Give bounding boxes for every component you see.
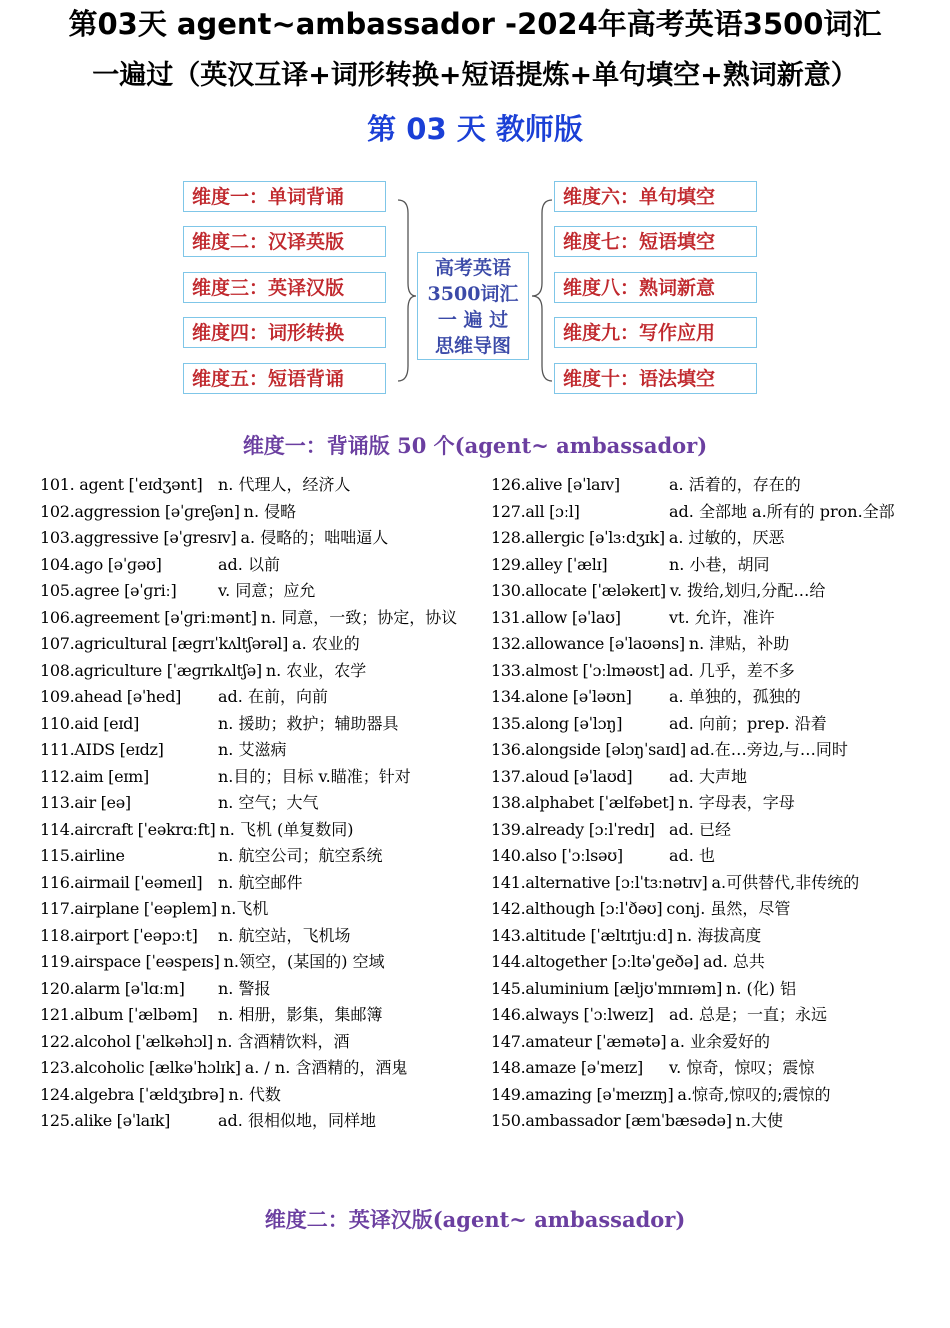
vocab-entry [491, 1002, 950, 1029]
vocab-definition: ad. 总共 [702, 952, 765, 971]
vocab-word: 112.aim [eɪm] [40, 766, 149, 786]
vocab-definition: ad. 向前；prep. 沿着 [669, 713, 827, 733]
mindmap-center-line: 3500词汇 [427, 283, 519, 305]
vocab-entry [40, 525, 500, 552]
vocab-word: 143.altitude [ˈæltɪtjuːd] [491, 925, 673, 945]
vocab-word: 132.allowance [əˈlaʊəns] [491, 634, 685, 653]
vocab-entry [40, 578, 500, 605]
vocab-entry [40, 684, 500, 711]
vocab-entry [40, 1029, 500, 1056]
vocab-word: 109.ahead [əˈhed] [40, 687, 182, 706]
vocab-definition: v. 拨给,划归,分配…给 [669, 581, 826, 600]
vocab-definition: n.飞机 [220, 899, 269, 918]
section-heading-translation: 维度二：英译汉版(agent~ ambassador) [264, 1207, 686, 1232]
vocab-list-right [491, 472, 950, 1135]
mindmap-right-item-2: 维度七：短语填空 [554, 226, 757, 257]
vocab-definition: n. 飞机 (单复数同) [219, 819, 354, 839]
vocab-word: 126.alive [əˈlaɪv] [491, 475, 620, 494]
vocab-word: 104.ago [əˈɡəʊ] [40, 554, 162, 574]
mindmap-right-item-5: 维度十：语法填空 [554, 363, 757, 394]
vocab-definition: ad. 总是；一直；永远 [669, 1005, 827, 1024]
vocab-entry [40, 923, 500, 950]
vocab-entry [40, 870, 500, 897]
vocab-entry [40, 1002, 500, 1029]
vocab-definition: n. 含酒精饮料，酒 [217, 1031, 350, 1051]
vocab-word: 144.altogether [ɔːltəˈɡeðə] [491, 952, 699, 971]
vocab-definition: ad. 在前，向前 [218, 687, 328, 706]
vocab-word: 113.air [eə] [40, 793, 131, 812]
vocab-word: 106.agreement [əˈɡriːmənt] [40, 607, 257, 627]
vocab-definition: n. 警报 [218, 978, 271, 998]
vocab-word: 137.aloud [əˈlaʊd] [491, 766, 633, 786]
vocab-definition: n. 农业，农学 [265, 660, 367, 680]
mindmap-left-item-3: 维度三：英译汉版 [183, 272, 386, 303]
vocab-entry [491, 472, 950, 499]
vocab-entry [491, 658, 950, 685]
vocab-definition: n. 小巷，胡同 [669, 554, 770, 574]
vocab-definition: ad. 很相似地，同样地 [218, 1111, 376, 1130]
vocab-definition: ad. 已经 [669, 819, 731, 839]
vocab-definition: ad. 大声地 [669, 766, 747, 786]
vocab-definition: n. 航空邮件 [218, 872, 303, 892]
vocab-definition: a. 单独的，孤独的 [669, 687, 801, 706]
vocab-entry [40, 499, 500, 526]
mindmap-left-item-4: 维度四：词形转换 [183, 317, 386, 348]
mindmap-right-item-3: 维度八：熟词新意 [554, 272, 757, 303]
vocab-entry [491, 1055, 950, 1082]
vocab-definition: n.目的；目标 v.瞄准；针对 [218, 766, 411, 786]
vocab-word: 150.ambassador [æmˈbæsədə] [491, 1111, 732, 1130]
vocab-word: 118.airport [ˈeəpɔːt] [40, 925, 198, 945]
vocab-word: 111.AIDS [eɪdz] [40, 740, 164, 759]
vocab-definition: n. 代数 [228, 1084, 281, 1104]
mindmap-left-item-1: 维度一：单词背诵 [183, 181, 386, 212]
mindmap-left-item-2: 维度二：汉译英版 [183, 226, 386, 257]
vocab-entry [491, 525, 950, 552]
vocab-definition: n. (化) 铝 [726, 978, 797, 998]
vocab-word: 134.alone [əˈləʊn] [491, 687, 632, 706]
mind-map [180, 178, 770, 403]
vocab-entry [491, 764, 950, 791]
vocab-definition: ad. 全部地 a.所有的 pron.全部 [669, 501, 895, 521]
vocab-word: 127.all [ɔːl] [491, 501, 580, 521]
vocab-entry [491, 790, 950, 817]
vocab-word: 107.agricultural [æɡrɪˈkʌltʃərəl] [40, 634, 289, 653]
vocab-entry [491, 552, 950, 579]
vocab-definition: ad.在…旁边,与…同时 [689, 740, 848, 759]
vocab-entry [40, 631, 500, 658]
vocab-word: 117.airplane [ˈeəplem] [40, 899, 217, 918]
vocab-definition: a. 活着的，存在的 [669, 475, 801, 494]
vocab-word: 131.allow [əˈlaʊ] [491, 607, 621, 627]
vocab-entry [40, 1082, 500, 1109]
vocab-word: 120.alarm [əˈlɑːm] [40, 978, 185, 998]
vocab-word: 108.agriculture [ˈæɡrɪkʌltʃə] [40, 660, 262, 680]
vocab-word: 133.almost [ˈɔːlməʊst] [491, 660, 665, 680]
vocab-entry [40, 843, 500, 870]
vocab-entry [40, 658, 500, 685]
vocab-entry [491, 896, 950, 923]
vocab-word: 115.airline [40, 846, 125, 865]
vocab-word: 136.alongside [əlɔŋˈsaɪd] [491, 740, 686, 759]
vocab-entry [40, 711, 500, 738]
vocab-entry [491, 870, 950, 897]
vocab-word: 121.album [ˈælbəm] [40, 1005, 198, 1024]
vocab-entry [40, 896, 500, 923]
vocab-entry [40, 1108, 500, 1135]
vocab-word: 146.always [ˈɔːlweɪz] [491, 1005, 654, 1024]
mindmap-right-item-4: 维度九：写作应用 [554, 317, 757, 348]
vocab-definition: n. 侵略 [243, 501, 297, 521]
vocab-definition: n. 海拔高度 [676, 925, 762, 945]
mindmap-center [417, 252, 529, 360]
vocab-entry [491, 1082, 950, 1109]
vocab-definition: n.大使 [735, 1111, 784, 1130]
vocab-definition: n. 援助；救护；辅助器具 [218, 713, 399, 733]
mindmap-left-item-5: 维度五：短语背诵 [183, 363, 386, 394]
vocab-word: 114.aircraft [ˈeəkrɑːft] [40, 819, 216, 839]
vocab-definition: ad. 也 [669, 846, 715, 865]
vocab-word: 105.agree [əˈɡriː] [40, 581, 177, 600]
vocab-entry [491, 711, 950, 738]
vocab-definition: n. 相册，影集，集邮簿 [218, 1005, 383, 1024]
vocab-entry [491, 737, 950, 764]
vocab-definition: n. 航空公司；航空系统 [218, 846, 383, 865]
mindmap-center-line: 一 遍 过 [437, 309, 509, 331]
vocab-word: 142.although [ɔːlˈðəʊ] [491, 899, 663, 918]
document-title-line2: 一遍过（英汉互译+词形转换+短语提炼+单句填空+熟词新意） [92, 60, 858, 91]
vocab-definition: a. 农业的 [292, 634, 360, 653]
vocab-word: 129.alley [ˈælɪ] [491, 554, 608, 574]
vocab-word: 135.along [əˈlɔŋ] [491, 713, 623, 733]
vocab-word: 145.aluminium [æljʊˈmɪnɪəm] [491, 978, 723, 998]
vocab-definition: a. 侵略的；咄咄逼人 [240, 528, 389, 547]
vocab-definition: a. 业余爱好的 [670, 1031, 770, 1051]
vocab-definition: n. 艾滋病 [218, 740, 287, 759]
vocab-word: 128.allergic [əˈlɜːdʒɪk] [491, 528, 665, 547]
vocab-word: 124.algebra [ˈældʒɪbrə] [40, 1084, 225, 1104]
vocab-definition: n.领空，(某国的) 空域 [223, 952, 385, 971]
vocab-word: 147.amateur [ˈæmətə] [491, 1031, 667, 1051]
vocab-entry [40, 817, 500, 844]
vocab-word: 140.also [ˈɔːlsəʊ] [491, 846, 623, 865]
mindmap-center-line: 思维导图 [434, 335, 511, 357]
vocab-word: 130.allocate [ˈæləkeɪt] [491, 581, 666, 600]
vocab-entry [40, 976, 500, 1003]
vocab-definition: n. 空气；大气 [218, 793, 319, 812]
vocab-word: 123.alcoholic [ælkəˈhɔlɪk] [40, 1058, 241, 1077]
vocab-entry [491, 578, 950, 605]
vocab-definition: vt. 允许，准许 [669, 607, 775, 627]
vocab-word: 138.alphabet [ˈælfəbet] [491, 793, 675, 812]
vocab-word: 116.airmail [ˈeəmeɪl] [40, 872, 203, 892]
vocab-entry [491, 1108, 950, 1135]
vocab-word: 101. agent [ˈeɪdʒənt] [40, 475, 203, 494]
vocab-definition: n. 同意，一致；协定，协议 [260, 607, 458, 627]
vocab-word: 103.aggressive [əˈɡresɪv] [40, 528, 237, 547]
vocab-definition: a.惊奇,惊叹的;震惊的 [677, 1084, 831, 1104]
vocab-entry [491, 684, 950, 711]
mindmap-right-item-1: 维度六：单句填空 [554, 181, 757, 212]
vocab-entry [491, 499, 950, 526]
vocab-word: 119.airspace [ˈeəspeɪs] [40, 952, 220, 971]
document-title-line1: 第03天 agent~ambassador -2024年高考英语3500词汇 [68, 7, 882, 41]
vocab-entry [491, 976, 950, 1003]
vocab-entry [40, 472, 500, 499]
vocab-entry [491, 923, 950, 950]
vocab-entry [40, 790, 500, 817]
vocab-definition: n. 字母表，字母 [678, 793, 795, 812]
document-subtitle: 第 03 天 教师版 [367, 112, 583, 146]
vocab-word: 110.aid [eɪd] [40, 713, 140, 733]
vocab-word: 139.already [ɔːlˈredɪ] [491, 819, 655, 839]
vocab-definition: a. / n. 含酒精的，酒鬼 [244, 1058, 408, 1077]
vocab-definition: ad. 以前 [218, 554, 280, 574]
vocab-word: 125.alike [əˈlaɪk] [40, 1111, 171, 1130]
vocab-entry [491, 631, 950, 658]
vocab-definition: n. 航空站，飞机场 [218, 925, 351, 945]
vocab-word: 149.amazing [əˈmeɪzɪŋ] [491, 1084, 674, 1104]
mindmap-center-line: 高考英语 [434, 257, 511, 279]
vocab-definition: a. 过敏的，厌恶 [668, 528, 785, 547]
vocab-definition: conj. 虽然，尽管 [666, 899, 791, 918]
vocab-entry [491, 949, 950, 976]
vocab-entry [40, 737, 500, 764]
vocab-word: 141.alternative [ɔːlˈtɜːnətɪv] [491, 872, 708, 892]
vocab-entry [40, 949, 500, 976]
vocab-definition: v. 惊奇，惊叹；震惊 [669, 1058, 815, 1077]
vocab-word: 148.amaze [əˈmeɪz] [491, 1058, 643, 1077]
vocab-word: 102.aggression [əˈɡreʃən] [40, 501, 240, 521]
vocab-entry [491, 817, 950, 844]
vocab-entry [491, 843, 950, 870]
vocab-list-left [40, 472, 500, 1135]
vocab-entry [40, 605, 500, 632]
vocab-entry [491, 1029, 950, 1056]
section-heading-recite: 维度一：背诵版 50 个(agent~ ambassador) [242, 433, 708, 458]
vocab-definition: ad. 几乎，差不多 [668, 660, 795, 680]
vocab-definition: n. 代理人，经济人 [218, 475, 351, 494]
vocab-entry [40, 764, 500, 791]
vocab-definition: n. 津贴，补助 [688, 634, 790, 653]
vocab-entry [40, 1055, 500, 1082]
vocab-definition: a.可供替代,非传统的 [711, 872, 860, 892]
vocab-entry [40, 552, 500, 579]
vocab-definition: v. 同意；应允 [218, 581, 316, 600]
vocab-entry [491, 605, 950, 632]
vocab-word: 122.alcohol [ˈælkəhɔl] [40, 1031, 214, 1051]
